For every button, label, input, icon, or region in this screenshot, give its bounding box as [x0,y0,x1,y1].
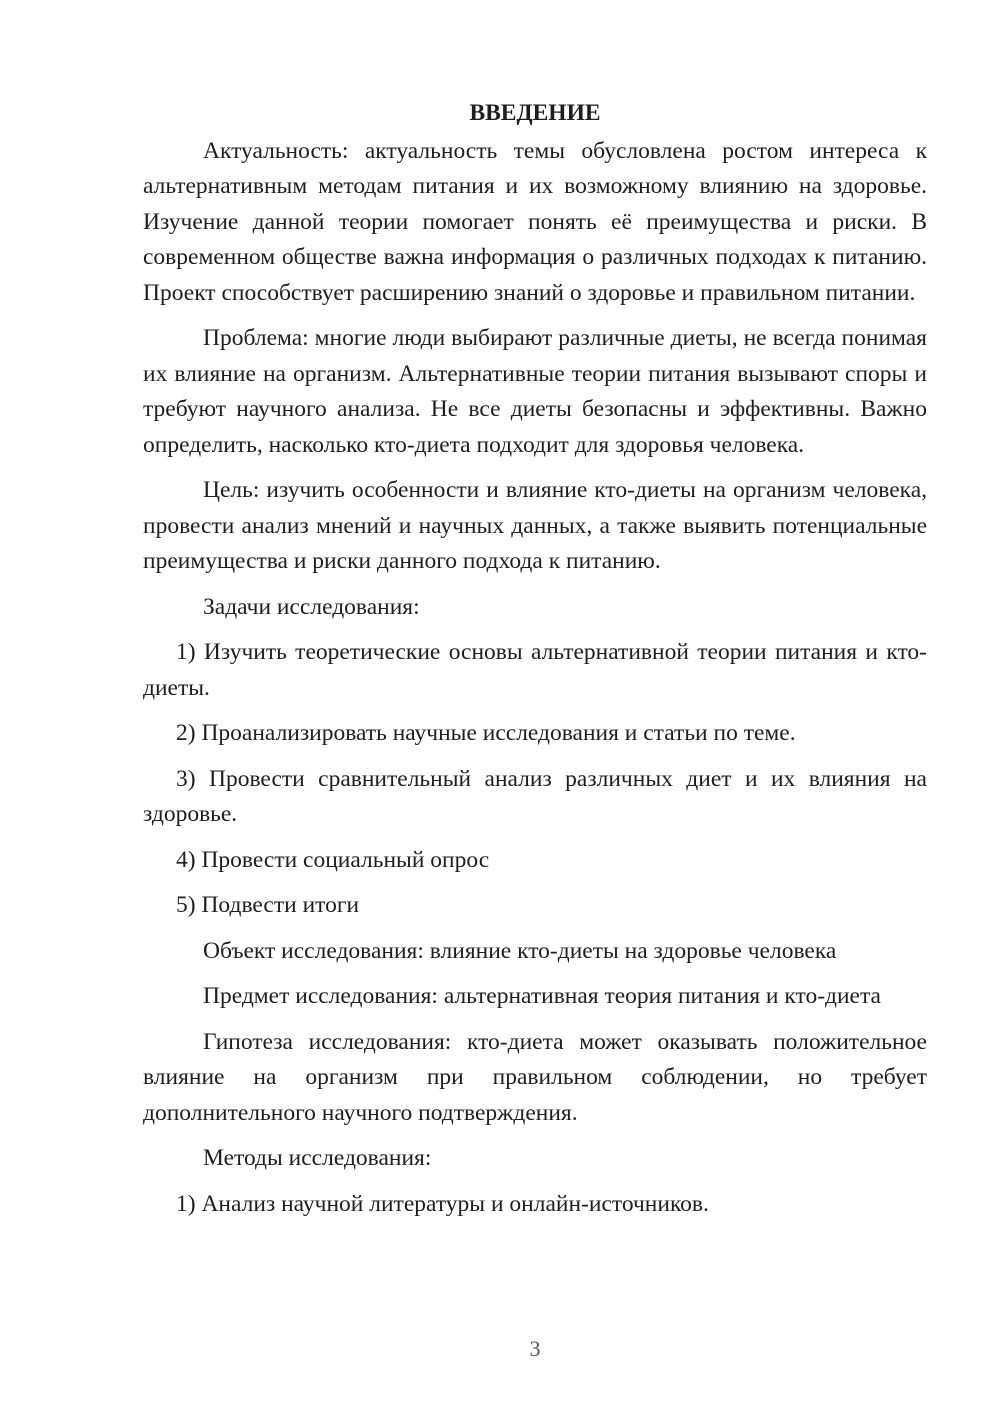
task-item-3: 3) Провести сравнительный анализ различных диет и их влияния на здоровье. [143,765,927,827]
goal-paragraph: Цель: изучить особенности и влияние кто-диеты на организм человека, провести анализ мнений и научных данных, а также выявить потенциальные преимущества и риски данного подхода к питанию. [143,477,927,574]
problem-paragraph: Проблема: многие люди выбирают различные диеты, не всегда понимая их влияние на организм. Альтернативные теории питания вызывают споры и требуют научного анализа. Не все диеты безопасны и эффективны. Важно определить, насколько кто-диета подходит для здоровья человека. [143,325,927,458]
page-content [143,96,927,1232]
hypothesis-paragraph: Гипотеза исследования: кто-диета может оказывать положительное влияние на организм при правильном соблюдении, но требует дополнительного научного подтверждения. [143,1028,927,1126]
subject-paragraph: Предмет исследования: альтернативная теория питания и кто-диета [203,983,881,1009]
method-item-1: 1) Анализ научной литературы и онлайн-источников. [176,1190,709,1217]
task-item-2: 2) Проанализировать научные исследования и статьи по теме. [176,720,796,746]
task-item-1: 1) Изучить теоретические основы альтернативной теории питания и кто-диеты. [143,639,927,701]
tasks-heading: Задачи исследования: [203,593,420,620]
methods-heading: Методы исследования: [203,1145,432,1171]
object-paragraph: Объект исследования: влияние кто-диеты на здоровье человека [203,937,837,964]
page-number: 3 [529,1336,541,1361]
relevance-paragraph: Актуальность: актуальность темы обусловлена ростом интереса к альтернативным методам питания и их возможному влиянию на здоровье. Изучение данной теории помогает понять её преимущества и риски. В современном обществе важна информация о различных подходах к питанию. Проект способствует расширению знаний о здоровье и правильном питании. [143,137,927,306]
task-item-4: 4) Провести социальный опрос [176,846,490,873]
task-item-5: 5) Подвести итоги [176,892,360,918]
page-title: ВВЕДЕНИЕ [469,100,601,126]
